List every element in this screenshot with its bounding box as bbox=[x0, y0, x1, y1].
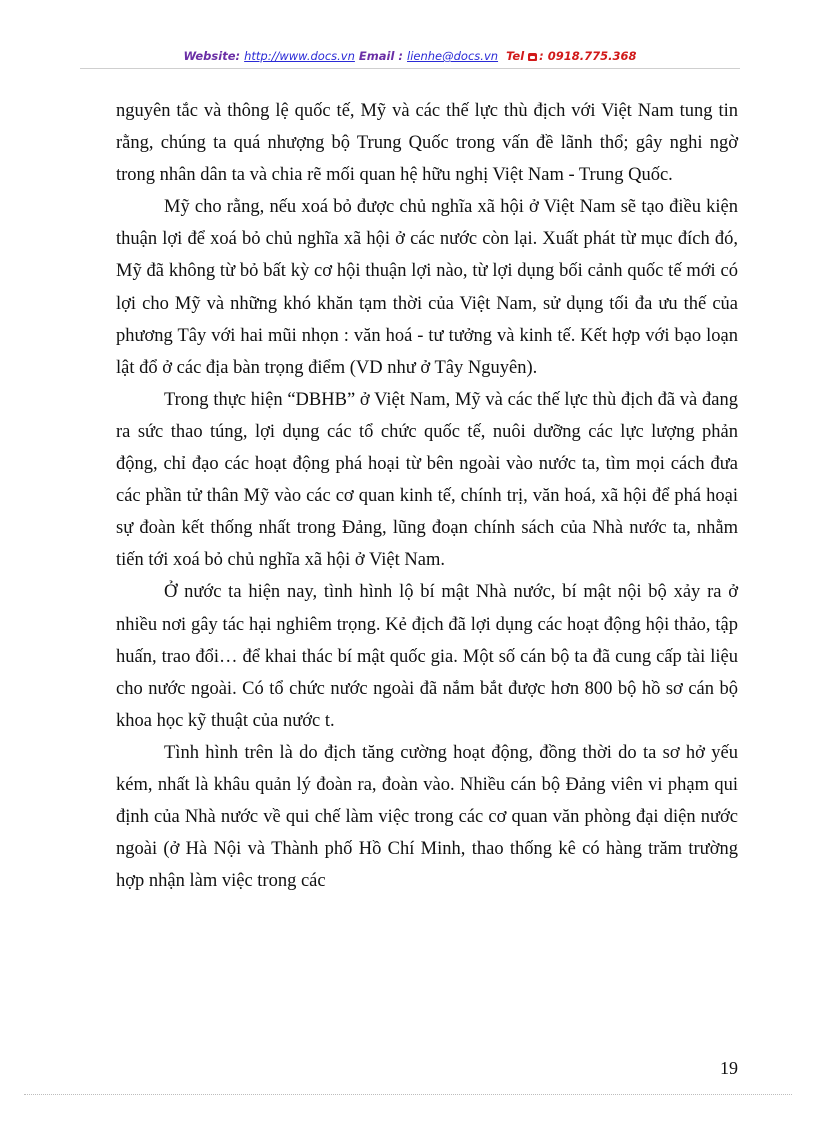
page-number: 19 bbox=[720, 1058, 738, 1078]
paragraph: Tình hình trên là do địch tăng cường hoạt động, đồng thời do ta sơ hở yếu kém, nhất là khâu quản lý đoàn ra, đoàn vào. Nhiều cán bộ Đảng viên vi phạm qui định của Nhà nước về qui chế làm việc trong các cơ quan văn phòng đại diện nước ngoài (ở Hà Nội và Thành phố Hồ Chí Minh, thao thống kê có hàng trăm trường hợp nhận làm việc trong các bbox=[116, 742, 738, 892]
paragraph: nguyên tắc và thông lệ quốc tế, Mỹ và các thế lực thù địch với Việt Nam tung tin rằng, chúng ta quá nhượng bộ Trung Quốc trong vấn đề lãnh thổ; gây nghi ngờ trong nhân dân ta và chia rẽ mối quan hệ hữu nghị Việt Nam - Trung Quốc. bbox=[116, 101, 738, 186]
paragraph: Trong thực hiện “DBHB” ở Việt Nam, Mỹ và các thế lực thù địch đã và đang ra sức thao túng, lợi dụng các tổ chức quốc tế, nuôi dưỡng các lực lượng phản động, chỉ đạo các hoạt động phá hoại từ bên ngoài vào nước ta, tìm mọi cách đưa các phần tử thân Mỹ vào các cơ quan kinh tế, chính trị, văn hoá, xã hội để phá hoại sự đoàn kết thống nhất trong Đảng, lũng đoạn chính sách của Nhà nước ta, nhằm tiến tới xoá bỏ chủ nghĩa xã hội ở Việt Nam. bbox=[116, 389, 738, 571]
document-body bbox=[116, 95, 738, 897]
colon-separator: : bbox=[394, 49, 408, 63]
paragraph: Ở nước ta hiện nay, tình hình lộ bí mật Nhà nước, bí mật nội bộ xảy ra ở nhiều nơi gây tác hại nghiêm trọng. Kẻ địch đã lợi dụng các hoạt động hội thảo, tập huấn, trao đổi… để khai thác bí mật quốc gia. Một số cán bộ ta đã cung cấp tài liệu cho nước ngoài. Có tổ chức nước ngoài đã nắm bắt được hơn 800 bộ hồ sơ cán bộ khoa học kỹ thuật của nước t. bbox=[116, 582, 738, 731]
website-link[interactable]: http://www.docs.vn bbox=[244, 49, 355, 63]
page-header bbox=[80, 46, 740, 66]
tel-label: Tel bbox=[506, 49, 525, 63]
header-divider bbox=[80, 68, 740, 69]
colon-separator: : bbox=[539, 49, 548, 63]
colon-separator: : bbox=[235, 49, 245, 63]
footer-divider bbox=[24, 1094, 792, 1095]
email-label: Email bbox=[358, 49, 395, 63]
phone-number: 0918.775.368 bbox=[547, 49, 637, 63]
email-link[interactable]: lienhe@docs.vn bbox=[407, 49, 499, 63]
phone-icon bbox=[528, 53, 537, 61]
paragraph: Mỹ cho rằng, nếu xoá bỏ được chủ nghĩa xã hội ở Việt Nam sẽ tạo điều kiện thuận lợi để xoá bỏ chủ nghĩa xã hội ở các nước còn lại. Xuất phát từ mục đích đó, Mỹ đã không từ bỏ bất kỳ cơ hội thuận lợi nào, từ lợi dụng bối cảnh quốc tế mới có lợi cho Mỹ và những khó khăn tạm thời của Việt Nam, sử dụng tối đa ưu thế của phương Tây với hai mũi nhọn : văn hoá - tư tưởng và kinh tế. Kết hợp với bạo loạn lật đổ ở các địa bàn trọng điểm (VD như ở Tây Nguyên). bbox=[116, 197, 738, 378]
website-label: Website bbox=[183, 49, 236, 63]
